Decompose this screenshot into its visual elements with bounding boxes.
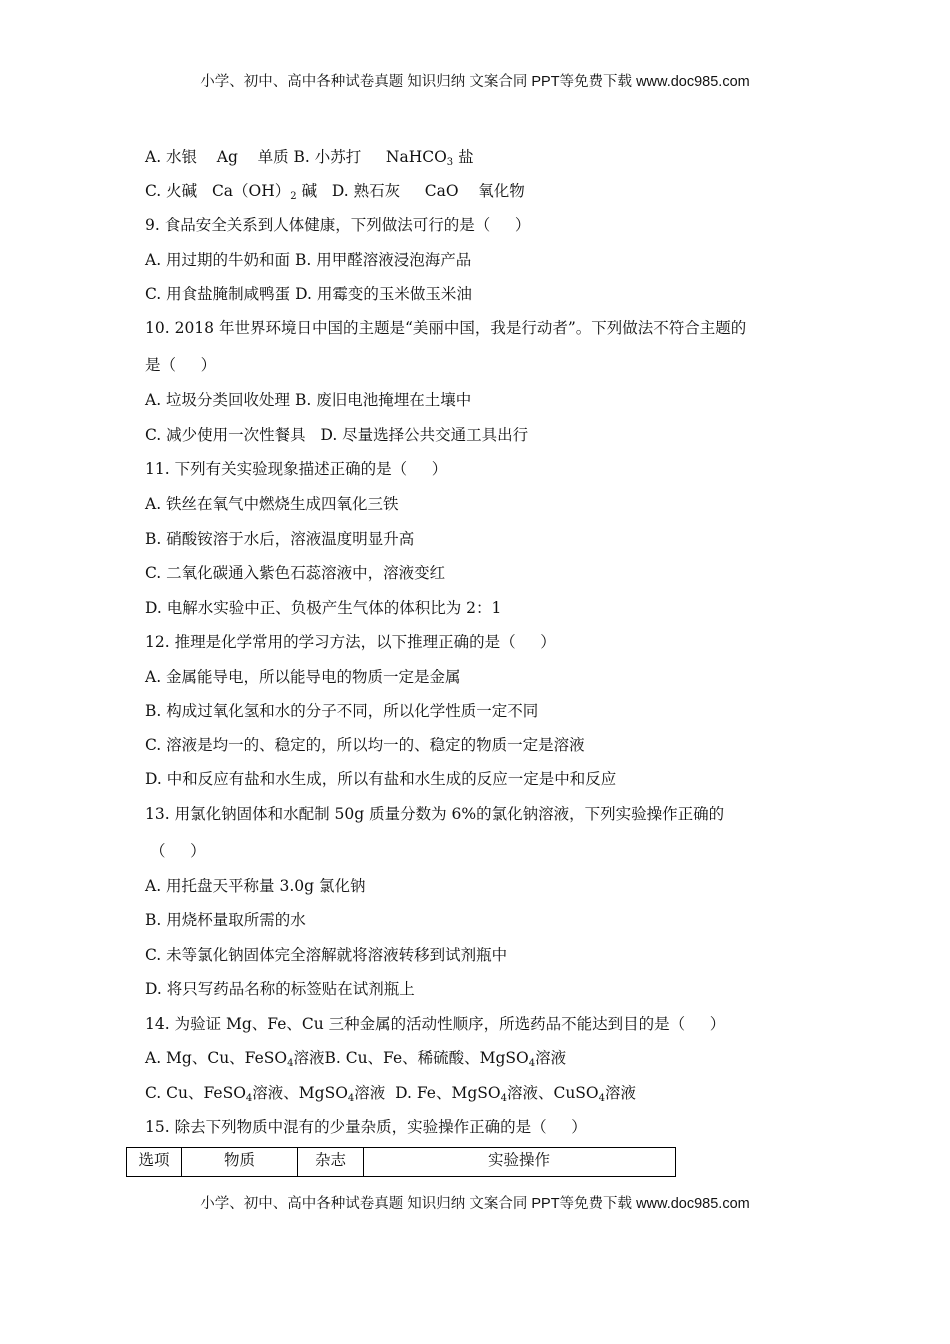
q13-option-b: B. 用烧杯量取所需的水 — [145, 911, 306, 929]
q11-option-a: A. 铁丝在氧气中燃烧生成四氧化三铁 — [145, 495, 399, 513]
q9-options-cd: C. 用食盐腌制咸鸭蛋 D. 用霉变的玉米做玉米油 — [145, 285, 472, 303]
q10-stem-line1: 10. 2018 年世界环境日中国的主题是“美丽中国，我是行动者”。下列做法不符合主题的 — [145, 319, 747, 337]
page-header: 小学、初中、高中各种试卷真题 知识归纳 文案合同 PPT等免费下载 www.doc985.com — [200, 74, 750, 90]
q10-options-cd: C. 减少使用一次性餐具 D. 尽量选择公共交通工具出行 — [145, 426, 529, 444]
q12-stem: 12. 推理是化学常用的学习方法，以下推理正确的是（ ） — [145, 633, 556, 651]
q13-option-a: A. 用托盘天平称量 3.0g 氯化钠 — [145, 877, 366, 895]
table-header-cell: 实验操作 — [487, 1151, 550, 1169]
page-footer: 小学、初中、高中各种试卷真题 知识归纳 文案合同 PPT等免费下载 www.doc985.com — [200, 1196, 750, 1212]
q11-stem: 11. 下列有关实验现象描述正确的是（ ） — [145, 460, 448, 478]
q10-options-ab: A. 垃圾分类回收处理 B. 废旧电池掩埋在土壤中 — [145, 391, 472, 409]
q13-stem-line1: 13. 用氯化钠固体和水配制 50g 质量分数为 6%的氯化钠溶液，下列实验操作正确的 — [145, 805, 725, 823]
q13-option-c: C. 未等氯化钠固体完全溶解就将溶液转移到试剂瓶中 — [145, 946, 508, 964]
table-header-cell: 物质 — [182, 1148, 298, 1176]
q11-option-c: C. 二氧化碳通入紫色石蕊溶液中，溶液变红 — [145, 564, 446, 582]
q15-stem: 15. 除去下列物质中混有的少量杂质，实验操作正确的是（ ） — [145, 1118, 587, 1136]
q10-stem-line2: 是（ ） — [145, 356, 217, 374]
q9-options-ab: A. 用过期的牛奶和面 B. 用甲醛溶液浸泡海产品 — [145, 251, 472, 269]
q11-option-b: B. 硝酸铵溶于水后，溶液温度明显升高 — [145, 530, 415, 548]
q14-options-ab: A. Mg、Cu、FeSO$_4$溶液B. Cu、Fe、稀硫酸、MgSO$_4$溶液 — [145, 1049, 567, 1069]
q8-options-ab: A. 水银 Ag 单质 B. 小苏打 NaHCO$_3$ 盐 — [145, 148, 474, 168]
q8-options-cd: C. 火碱 $Ca(OH)_2$ 碱 D. 熟石灰 CaO 氧化物 — [145, 182, 525, 202]
q9-stem: 9. 食品安全关系到人体健康，下列做法可行的是（ ） — [145, 216, 531, 234]
q14-options-cd: C. Cu、FeSO$_4$溶液、MgSO$_4$溶液 D. Fe、MgSO$_4$溶液、CuSO$_4$溶液 — [145, 1084, 637, 1104]
q11-option-d: D. 电解水实验中正、负极产生气体的体积比为 2：1 — [145, 599, 502, 617]
table-header-cell: 选项 — [127, 1148, 182, 1176]
q14-stem: 14. 为验证 Mg、Fe、Cu 三种金属的活动性顺序，所选药品不能达到目的是（ ） — [145, 1015, 726, 1033]
q15-table-header — [126, 1147, 676, 1177]
q13-option-d: D. 将只写药品名称的标签贴在试剂瓶上 — [145, 980, 415, 998]
q13-stem-line2: （ ） — [150, 842, 206, 860]
table-header-cell: 杂志 — [298, 1148, 364, 1176]
q12-option-b: B. 构成过氧化氢和水的分子不同，所以化学性质一定不同 — [145, 702, 539, 720]
q12-option-c: C. 溶液是均一的、稳定的，所以均一的、稳定的物质一定是溶液 — [145, 736, 585, 754]
q12-option-d: D. 中和反应有盐和水生成，所以有盐和水生成的反应一定是中和反应 — [145, 770, 617, 788]
q12-option-a: A. 金属能导电，所以能导电的物质一定是金属 — [145, 668, 461, 686]
